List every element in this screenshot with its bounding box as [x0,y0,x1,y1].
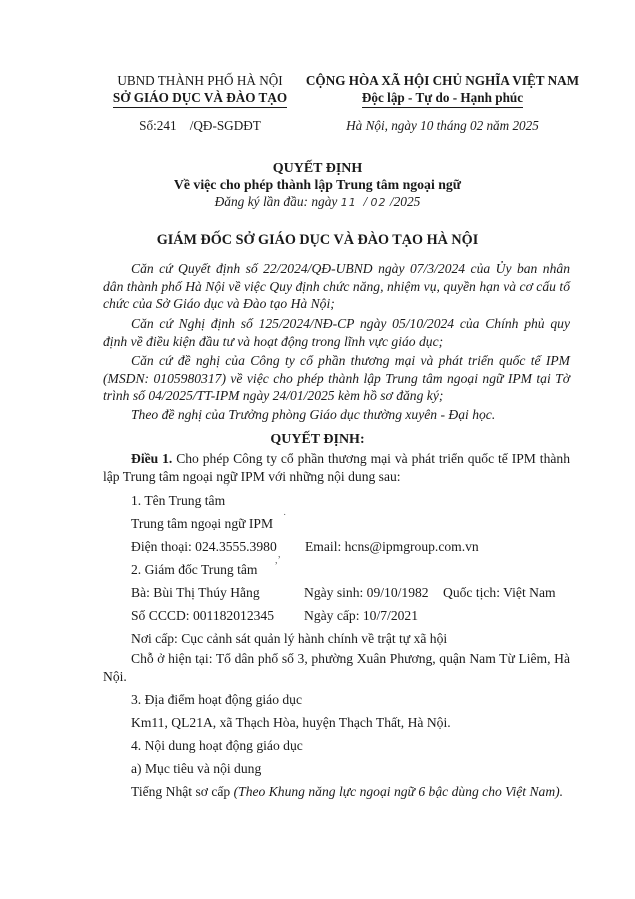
section-1-title: 1. Tên Trung tâm [131,493,226,508]
decision-title: QUYẾT ĐỊNH [272,161,363,176]
email: Email: hcns@ipmgroup.com.vn [305,539,479,554]
director-nationality: Quốc tịch: Việt Nam [443,585,556,600]
preamble-2: Căn cứ Nghị định số 125/2024/NĐ-CP ngày 05/10/2024 của Chính phủ quy định về điều kiện đầu tư và hoạt động trong lĩnh vực giáo dục; [103,316,570,349]
preamble-1: Căn cứ Quyết định số 22/2024/QĐ-UBND ngày 07/3/2024 của Ủy ban nhân dân thành phố Hà Nội về việc Quy định chức năng, nhiệm vụ, quyền hạn và cơ cấu tổ chức của Sở Giáo dục và Đào tạo Hà Nội; [103,261,570,312]
preamble-3: Căn cứ đề nghị của Công ty cổ phần thương mại và phát triển quốc tế IPM (MSDN: 0105980317) về việc cho phép thành lập Trung tâm ngoại ngữ IPM tại Tờ trình số 04/2025/TT-IPM ngày 24/01/2025 kèm hồ sơ đăng ký; [103,353,570,404]
authority-heading: GIÁM ĐỐC SỞ GIÁO DỤC VÀ ĐÀO TẠO HÀ NỘI [156,232,479,248]
registration-line: Đăng ký lần đầu: ngày 11 / 02 /2025 [214,194,421,209]
director-id-number: Số CCCD: 001182012345 [131,608,275,623]
director-id-place: Nơi cấp: Cục cảnh sát quản lý hành chính về trật tự xã hội [131,631,448,646]
section-3-title: 3. Địa điểm hoạt động giáo dục [131,692,303,707]
section-4a-title: a) Mục tiêu và nội dung [131,761,262,776]
issuing-authority-block [100,72,300,134]
phone: Điện thoại: 024.3555.3980 [131,539,277,554]
director-dob: Ngày sinh: 09/10/1982 [304,585,429,600]
org-line1: UBND THÀNH PHỐ HÀ NỘI [117,73,283,88]
handwritten-month: 02 [370,196,387,209]
decision-subject: Về việc cho phép thành lập Trung tâm ngoại ngữ [173,177,462,192]
director-name: Bà: Bùi Thị Thúy Hằng [131,585,260,600]
director-id-date: Ngày cấp: 10/7/2021 [304,608,419,623]
section-4-title: 4. Nội dung hoạt động giáo dục [131,738,303,753]
article-1: Điều 1. Cho phép Công ty cổ phần thương mại và phát triển quốc tế IPM thành lập Trung tâm ngoại ngữ IPM với những nội dung sau: [103,451,570,484]
document-number: Số:241 /QĐ-SGDĐT [139,118,261,133]
preamble-4: Theo đề nghị của Trưởng phòng Giáo dục thường xuyên - Đại học. [131,407,496,422]
scan-mark: ´ [226,484,230,495]
scan-mark: ˙ [283,513,287,524]
decision-heading: QUYẾT ĐỊNH: [270,432,365,447]
org-line2: SỞ GIÁO DỤC VÀ ĐÀO TẠO [100,89,300,108]
director-residence: Chỗ ở hiện tại: Tổ dân phố số 3, phường Xuân Phương, quận Nam Từ Liêm, Hà Nội. [103,651,570,684]
handwritten-day: 11 [340,196,357,209]
scan-mark: ,ʼ [275,555,281,566]
national-motto-block [300,72,585,134]
activity-address: Km11, QL21A, xã Thạch Hòa, huyện Thạch Thất, Hà Nội. [131,715,451,730]
program-line: Tiếng Nhật sơ cấp (Theo Khung năng lực ngoại ngữ 6 bậc dùng cho Việt Nam). [131,784,564,799]
date-line: Hà Nội, ngày 10 tháng 02 năm 2025 [346,118,539,133]
nation-line2: Độc lập - Tự do - Hạnh phúc [300,89,585,108]
nation-line1: CỘNG HÒA XÃ HỘI CHỦ NGHĨA VIỆT NAM [305,73,580,88]
center-name: Trung tâm ngoại ngữ IPM [131,516,274,531]
section-2-title: 2. Giám đốc Trung tâm [131,562,258,577]
